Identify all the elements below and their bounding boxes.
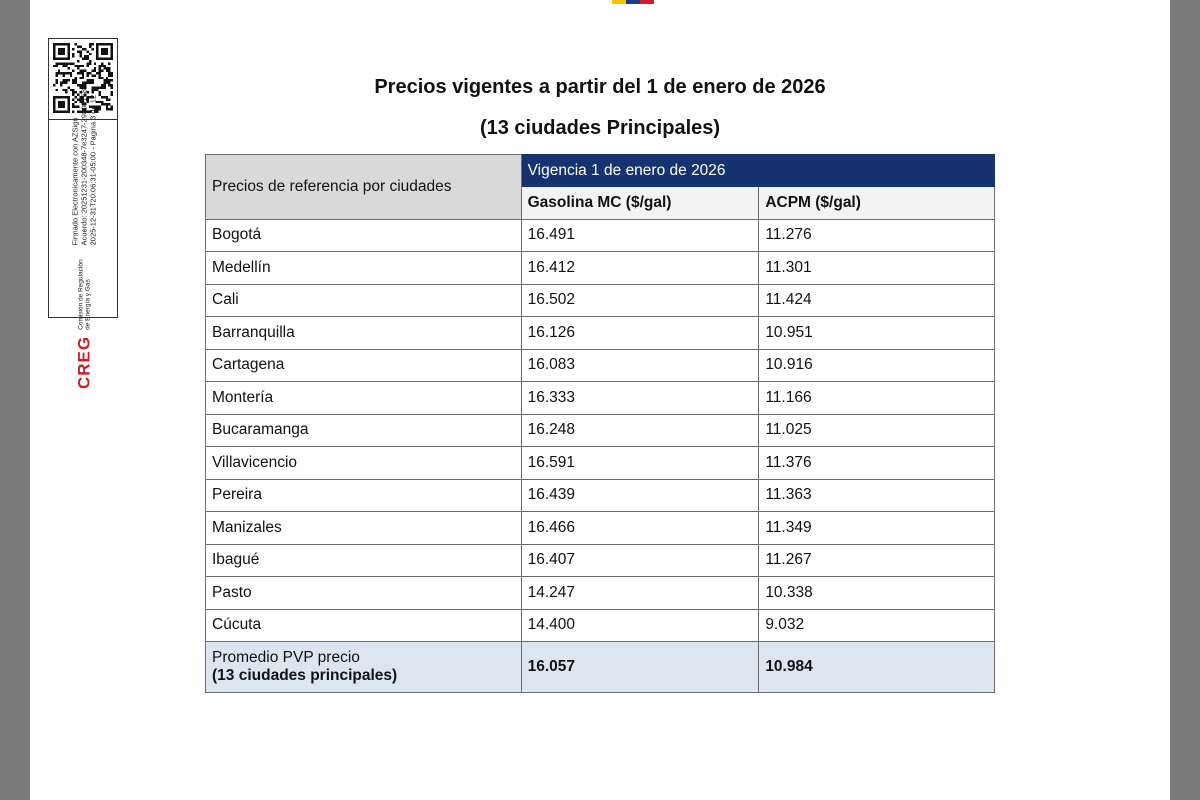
creg-org-name bbox=[77, 259, 91, 329]
acpm-cell: 10.951 bbox=[759, 317, 995, 350]
creg-logo: CREG bbox=[74, 335, 93, 389]
flag-red bbox=[640, 0, 654, 4]
city-cell: Cartagena bbox=[206, 349, 522, 382]
table-row bbox=[206, 479, 995, 512]
flag-yellow bbox=[612, 0, 626, 4]
acpm-cell: 11.276 bbox=[759, 219, 995, 252]
table-row bbox=[206, 219, 995, 252]
city-cell: Bogotá bbox=[206, 219, 522, 252]
table-row bbox=[206, 447, 995, 480]
average-label-line-2: (13 ciudades principales) bbox=[212, 667, 398, 684]
page-title: Precios vigentes a partir del 1 de enero de 2026 bbox=[374, 76, 826, 98]
gasolina-cell: 16.407 bbox=[521, 544, 759, 577]
gasolina-cell: 16.412 bbox=[521, 252, 759, 285]
acpm-cell: 11.349 bbox=[759, 512, 995, 545]
table-row bbox=[206, 414, 995, 447]
table-row bbox=[206, 317, 995, 350]
org-line-2: de Energía y Gas bbox=[84, 279, 91, 330]
table-row bbox=[206, 512, 995, 545]
city-cell: Ibagué bbox=[206, 544, 522, 577]
city-cell: Villavicencio bbox=[206, 447, 522, 480]
table-row bbox=[206, 544, 995, 577]
acpm-cell: 11.424 bbox=[759, 284, 995, 317]
gasolina-column-header: Gasolina MC ($/gal) bbox=[521, 187, 759, 220]
average-acpm: 10.984 bbox=[759, 642, 995, 693]
table-row bbox=[206, 577, 995, 610]
gasolina-cell: 16.502 bbox=[521, 284, 759, 317]
page-subtitle: (13 ciudades Principales) bbox=[479, 117, 721, 139]
gasolina-cell: 16.591 bbox=[521, 447, 759, 480]
city-cell: Bucaramanga bbox=[206, 414, 522, 447]
gasolina-cell: 16.126 bbox=[521, 317, 759, 350]
average-label-line-1: Promedio PVP precio bbox=[212, 649, 360, 666]
flag-blue bbox=[626, 0, 640, 4]
flag-stripe bbox=[612, 0, 654, 4]
acpm-cell: 10.916 bbox=[759, 349, 995, 382]
city-cell: Pereira bbox=[206, 479, 522, 512]
city-cell: Barranquilla bbox=[206, 317, 522, 350]
acpm-cell: 9.032 bbox=[759, 609, 995, 642]
gasolina-cell: 16.439 bbox=[521, 479, 759, 512]
table-row bbox=[206, 284, 995, 317]
acpm-cell: 11.267 bbox=[759, 544, 995, 577]
gasolina-cell: 16.083 bbox=[521, 349, 759, 382]
average-gasolina: 16.057 bbox=[521, 642, 759, 693]
acpm-cell: 11.363 bbox=[759, 479, 995, 512]
city-column-header: Precios de referencia por ciudades bbox=[206, 155, 522, 220]
gasolina-cell: 14.247 bbox=[521, 577, 759, 610]
gasolina-cell: 16.333 bbox=[521, 382, 759, 415]
table-row bbox=[206, 252, 995, 285]
acpm-column-header: ACPM ($/gal) bbox=[759, 187, 995, 220]
sig-line-1: Firmado Electronicamente con AZSign bbox=[70, 117, 80, 246]
signature-text bbox=[71, 89, 98, 245]
gasolina-cell: 14.400 bbox=[521, 609, 759, 642]
table-body bbox=[206, 219, 995, 642]
city-cell: Manizales bbox=[206, 512, 522, 545]
gasolina-cell: 16.248 bbox=[521, 414, 759, 447]
table-row bbox=[206, 382, 995, 415]
gasolina-cell: 16.491 bbox=[521, 219, 759, 252]
city-cell: Cali bbox=[206, 284, 522, 317]
sig-line-2: Acuerdo: 20251231-200348-7e3247-29805168 bbox=[79, 89, 89, 246]
city-cell: Cúcuta bbox=[206, 609, 522, 642]
city-cell: Pasto bbox=[206, 577, 522, 610]
acpm-cell: 11.301 bbox=[759, 252, 995, 285]
acpm-cell: 11.376 bbox=[759, 447, 995, 480]
acpm-cell: 11.025 bbox=[759, 414, 995, 447]
acpm-cell: 10.338 bbox=[759, 577, 995, 610]
city-cell: Medellín bbox=[206, 252, 522, 285]
sig-line-3: 2025-12-31T20:06:31-05:00 - Pagina 3 de 12 bbox=[88, 94, 98, 246]
table-row bbox=[206, 609, 995, 642]
average-row bbox=[206, 642, 995, 693]
price-table bbox=[205, 154, 995, 693]
org-line-1: Comisión de Regulación bbox=[77, 259, 84, 330]
average-label bbox=[206, 642, 522, 693]
acpm-cell: 11.166 bbox=[759, 382, 995, 415]
gasolina-cell: 16.466 bbox=[521, 512, 759, 545]
vigencia-header: Vigencia 1 de enero de 2026 bbox=[521, 155, 994, 187]
city-cell: Montería bbox=[206, 382, 522, 415]
table-row bbox=[206, 349, 995, 382]
